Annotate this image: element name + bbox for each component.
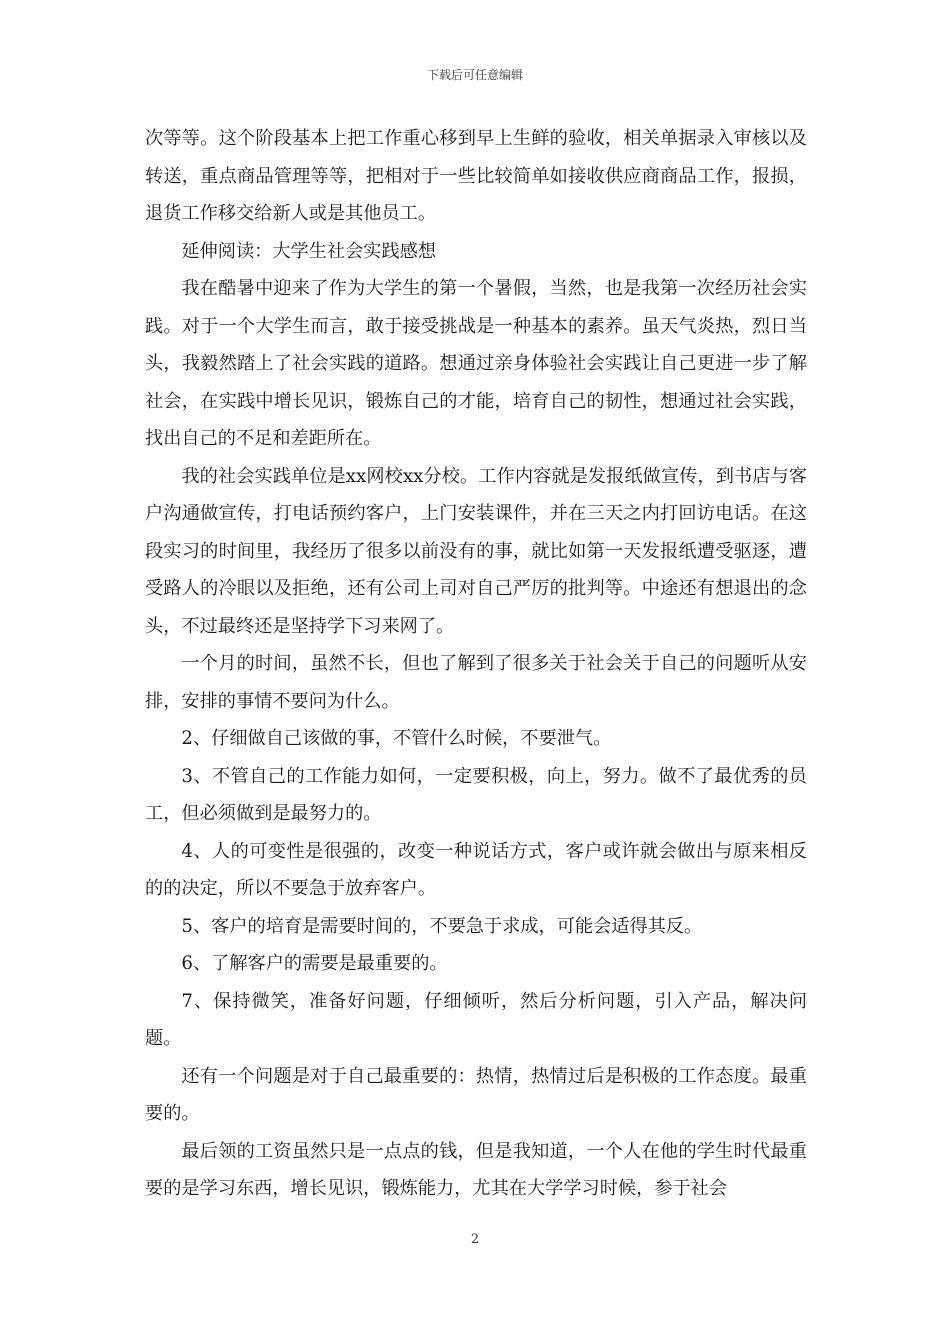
paragraph-practice-unit: 我的社会实践单位是xx网校xx分校。工作内容就是发报纸做宣传，到书店与客户沟通做宣传，打电话预约客户，上门安装课件，并在三天之内打回访电话。在这段实习的时间里，我经历了很多以前没有的事，就比如第一天发报纸遭受驱逐，遭受路人的冷眼以及拒绝，还有公司上司对自己严厉的批判等。中途还有想退出的念头，不过最终还是坚持学下习来网了。 <box>145 465 807 637</box>
paragraph-one-month: 一个月的时间，虽然不长，但也了解到了很多关于社会关于自己的问题听从安排，安排的事情不要问为什么。 <box>145 653 807 712</box>
list-item-7: 7、保持微笑，准备好问题，仔细倾听，然后分析问题，引入产品，解决问题。 <box>145 990 807 1049</box>
list-item-4: 4、人的可变性是很强的，改变一种说话方式，客户或许就会做出与原来相反的的决定，所以不要急于放弃客户。 <box>145 840 807 899</box>
paragraph-salary: 最后领的工资虽然只是一点点的钱，但是我知道，一个人在他的学生时代最重要的是学习东西，增长见识，锻炼能力，尤其在大学学习时候，参于社会 <box>145 1140 807 1199</box>
page-number: 2 <box>470 1232 480 1247</box>
list-item-3: 3、不管自己的工作能力如何，一定要积极，向上，努力。做不了最优秀的员工，但必须做到是最努力的。 <box>145 765 807 824</box>
document-body <box>145 120 807 1208</box>
paragraph-extended-reading-title: 延伸阅读：大学生社会实践感想 <box>181 240 437 262</box>
list-item-6: 6、了解客户的需要是最重要的。 <box>181 953 448 974</box>
list-item-2: 2、仔细做自己该做的事，不管什么时候，不要泄气。 <box>181 728 612 749</box>
paragraph-intro: 我在酷暑中迎来了作为大学生的第一个暑假，当然，也是我第一次经历社会实践。对于一个大学生而言，敢于接受挑战是一种基本的素养。虽天气炎热，烈日当头，我毅然踏上了社会实践的道路。想通过亲身体验社会实践让自己更进一步了解社会，在实践中增长见识，锻炼自己的才能，培育自己的韧性，想通过社会实践，找出自己的不足和差距所在。 <box>145 278 807 449</box>
list-item-5: 5、客户的培育是需要时间的，不要急于求成，可能会适得其反。 <box>181 915 703 937</box>
paragraph-enthusiasm: 还有一个问题是对于自己最重要的：热情，热情过后是积极的工作态度。最重要的。 <box>145 1065 807 1124</box>
paragraph-continuation: 次等等。这个阶段基本上把工作重心移到早上生鲜的验收，相关单据录入审核以及转送，重点商品管理等等，把相对于一些比较简单如接收供应商商品工作，报损，退货工作移交给新人或是其他员工。 <box>145 128 807 224</box>
page-header: 下载后可任意编辑 <box>426 68 523 82</box>
